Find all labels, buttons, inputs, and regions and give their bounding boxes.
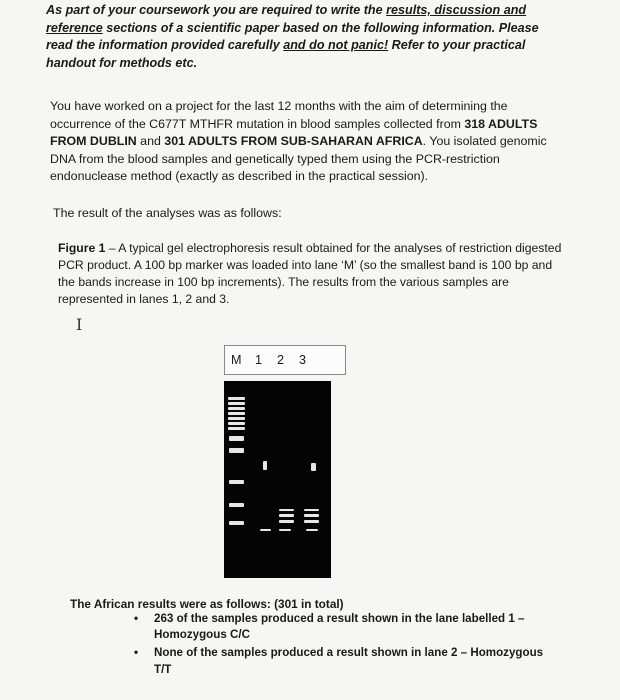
list-item xyxy=(134,611,554,643)
marker-band xyxy=(228,402,245,405)
lane-label-1: 1 xyxy=(255,353,263,367)
african-results-heading: The African results were as follows: (301 in total) xyxy=(70,597,344,611)
list-item xyxy=(134,645,554,677)
list-item-text: 263 of the samples produced a result shown in the lane labelled 1 – Homozygous C/C xyxy=(154,612,525,642)
lane-1-band xyxy=(260,529,271,531)
result-intro: The result of the analyses was as follows: xyxy=(53,206,282,220)
gel-bands xyxy=(224,381,331,578)
marker-band xyxy=(229,480,244,484)
intro-underlined-dont-panic: and do not panic! xyxy=(283,38,389,52)
lane-3-band xyxy=(306,529,318,531)
bullet-icon: • xyxy=(134,612,139,625)
intro-text-1: As part of your coursework you are required to write the xyxy=(46,3,387,17)
marker-band xyxy=(228,412,245,415)
african-results-list xyxy=(134,611,554,680)
marker-band xyxy=(228,427,245,430)
project-text-3: . You isolated genomic DNA from the blood samples and genetically typed them using the PCR-restriction endonuclease method (exactly as described in the practical session). xyxy=(50,134,547,184)
marker-band xyxy=(229,521,244,525)
gel-image xyxy=(224,381,331,578)
lane-2-band xyxy=(279,514,294,517)
marker-band xyxy=(228,397,245,400)
lane-label-m: M xyxy=(231,353,242,367)
lane-label-3: 3 xyxy=(299,353,307,367)
marker-band xyxy=(229,448,244,453)
lane-3-band xyxy=(304,520,319,523)
marker-band xyxy=(228,407,245,410)
gel-lane-labels xyxy=(224,345,346,375)
lane-2-band xyxy=(279,520,294,523)
project-text-2: and xyxy=(136,134,165,149)
figure-caption-text: – A typical gel electrophoresis result obtained for the analyses of restriction digested PCR product. A 100 bp marker was loaded into lane ‘M’ (so the smallest band is 100 bp and the bands increase in 100 bp increments). The results from the various samples are represented in lanes 1, 2 and 3. xyxy=(58,241,562,306)
bullet-icon: • xyxy=(134,646,139,660)
project-description xyxy=(50,98,570,186)
marker-band xyxy=(228,422,245,425)
lane-3-band xyxy=(311,463,316,471)
dublin-cohort: 318 ADULTS FROM DUBLIN xyxy=(50,116,538,149)
africa-cohort: 301 ADULTS FROM SUB-SAHARAN AFRICA xyxy=(164,134,423,149)
intro-text-3: Refer to your practical handout for methods etc. xyxy=(46,38,526,70)
intro-underlined-sections: results, discussion and reference xyxy=(46,3,527,35)
lane-label-2: 2 xyxy=(277,353,285,367)
coursework-instructions xyxy=(46,2,566,72)
lane-3-band xyxy=(304,509,319,511)
marker-band xyxy=(229,436,244,441)
figure-caption xyxy=(58,240,568,308)
text-cursor-icon: I xyxy=(76,315,83,334)
lane-2-band xyxy=(279,509,294,511)
list-item-text: None of the samples produced a result shown in lane 2 – Homozygous T/T xyxy=(154,646,544,676)
intro-text-2: sections of a scientific paper based on the following information. Please read the information provided carefully xyxy=(46,20,539,52)
lane-1-band xyxy=(263,461,267,470)
figure-label: Figure 1 xyxy=(58,241,106,255)
marker-band xyxy=(229,503,244,507)
project-text-1: You have worked on a project for the last 12 months with the aim of determining the occurrence of the C677T MTHFR mutation in blood samples collected from xyxy=(50,99,508,131)
lane-2-band xyxy=(279,529,291,531)
marker-band xyxy=(228,417,245,420)
lane-3-band xyxy=(304,514,319,517)
